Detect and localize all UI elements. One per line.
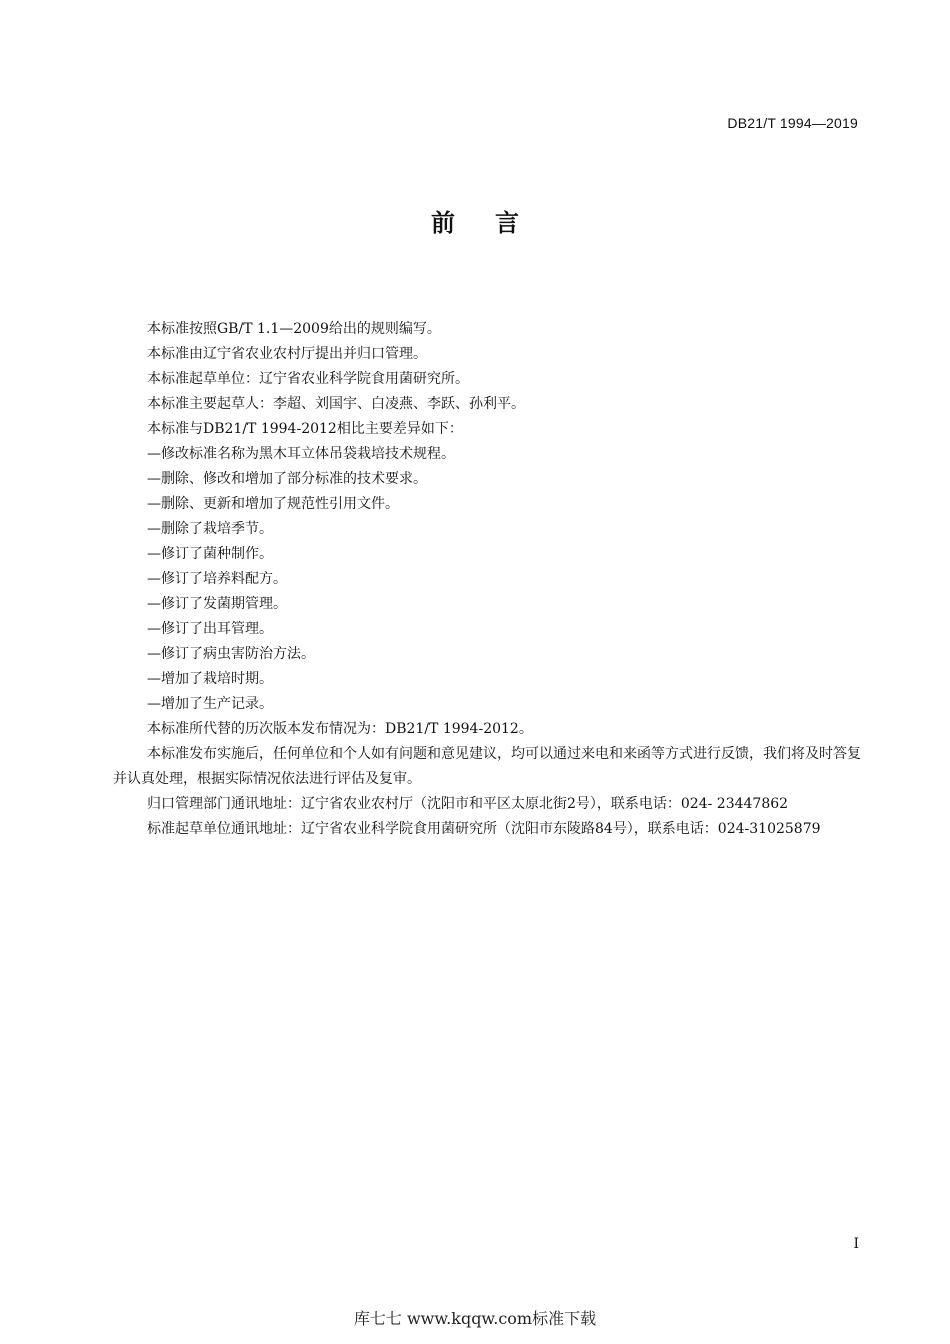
list-item-6: —删除、修改和增加了部分标准的技术要求。: [147, 471, 427, 487]
list-item-8: —删除了栽培季节。: [147, 521, 273, 537]
list-item-14: —增加了栽培时期。: [147, 671, 273, 687]
paragraph-18: 归口管理部门通讯地址：辽宁省农业农村厅（沈阳市和平区太原北街2号），联系电话：024- 23447862: [147, 796, 789, 812]
paragraph-0: 本标准按照GB/T 1.1—2009给出的规则编写。: [147, 321, 441, 337]
list-item-15: —增加了生产记录。: [147, 696, 273, 712]
list-item-10: —修订了培养料配方。: [147, 571, 287, 587]
paragraph-17: 本标准发布实施后，任何单位和个人如有问题和意见建议，均可以通过来电和来函等方式进行反馈，我们将及时答复并认真处理，根据实际情况依法进行评估及复审。: [113, 746, 861, 787]
paragraph-16: 本标准所代替的历次版本发布情况为：DB21/T 1994-2012。: [147, 721, 533, 737]
preface-body: [113, 317, 861, 842]
page-number: I: [853, 1236, 859, 1252]
standard-code: DB21/T 1994—2019: [727, 115, 858, 131]
paragraph-19: 标准起草单位通讯地址：辽宁省农业科学院食用菌研究所（沈阳市东陵路84号），联系电话：024-31025879: [147, 821, 821, 837]
paragraph-1: 本标准由辽宁省农业农村厅提出并归口管理。: [147, 346, 427, 362]
page-title: 前言: [431, 209, 559, 237]
paragraph-3: 本标准主要起草人：李超、刘国宇、白凌燕、李跃、孙利平。: [147, 396, 525, 412]
list-item-5: —修改标准名称为黑木耳立体吊袋栽培技术规程。: [147, 446, 455, 462]
list-item-7: —删除、更新和增加了规范性引用文件。: [147, 496, 399, 512]
list-item-13: —修订了病虫害防治方法。: [147, 646, 315, 662]
list-item-9: —修订了菌种制作。: [147, 546, 273, 562]
list-item-12: —修订了出耳管理。: [147, 621, 273, 637]
list-item-11: —修订了发菌期管理。: [147, 596, 287, 612]
paragraph-4: 本标准与DB21/T 1994-2012相比主要差异如下：: [147, 421, 463, 437]
watermark-text: 库七七 www.kqqw.com标准下载: [353, 1309, 597, 1328]
paragraph-2: 本标准起草单位：辽宁省农业科学院食用菌研究所。: [147, 371, 469, 387]
